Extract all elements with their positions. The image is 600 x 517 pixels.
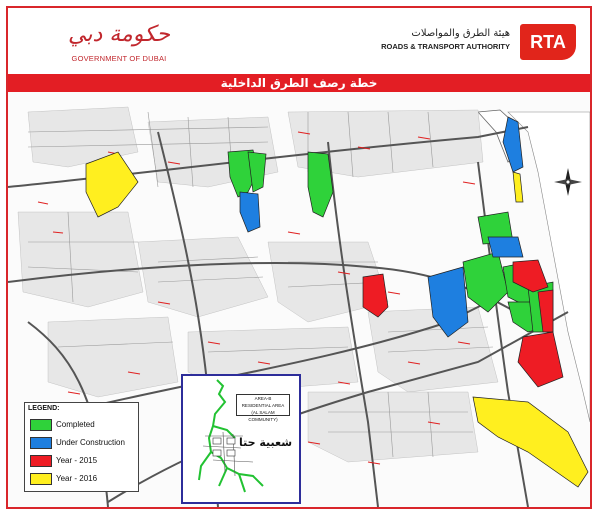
legend-swatch-completed — [30, 419, 52, 431]
rta-names — [346, 28, 510, 51]
map-title: خطة رصف الطرق الداخلية — [8, 74, 590, 92]
inset-arabic-label: شعبية حتا — [239, 436, 293, 449]
legend-swatch-under-construction — [30, 437, 52, 449]
rta-logo — [346, 24, 576, 64]
under-construction-zone-3 — [488, 237, 523, 257]
map-frame — [6, 6, 592, 509]
inset-area-label — [236, 394, 290, 422]
legend-item-under-construction — [30, 437, 138, 451]
legend-label-completed: Completed — [56, 420, 95, 429]
government-english-text: GOVERNMENT OF DUBAI — [71, 54, 167, 63]
legend-title: LEGEND: — [28, 405, 60, 412]
inset-area-line-1: AREA-B — [254, 396, 272, 401]
government-arabic-logo-text: حكومة دبي — [68, 22, 170, 47]
rta-badge: RTA — [520, 24, 576, 60]
header — [8, 8, 590, 74]
rta-arabic-name: هيئة الطرق والمواصلات — [411, 28, 510, 39]
legend-swatch-year-2016 — [30, 473, 52, 485]
rta-english-name: ROADS & TRANSPORT AUTHORITY — [381, 42, 510, 51]
legend-label-year-2016: Year - 2016 — [56, 474, 98, 483]
inset-map-hatta — [181, 374, 301, 504]
map-legend — [24, 402, 139, 492]
legend-item-completed — [30, 419, 138, 433]
legend-label-year-2015: Year - 2015 — [56, 456, 98, 465]
government-of-dubai-logo — [64, 22, 174, 66]
legend-label-under-construction: Under Construction — [56, 438, 125, 447]
legend-item-year-2016 — [30, 473, 138, 487]
legend-swatch-year-2015 — [30, 455, 52, 467]
inset-area-line-2: RESIDENTIAL AREA — [241, 403, 285, 408]
inset-area-line-3: (AL SALAM COMMUNITY) — [248, 410, 278, 422]
legend-item-year-2015 — [30, 455, 138, 469]
north-arrow-icon — [553, 167, 583, 197]
